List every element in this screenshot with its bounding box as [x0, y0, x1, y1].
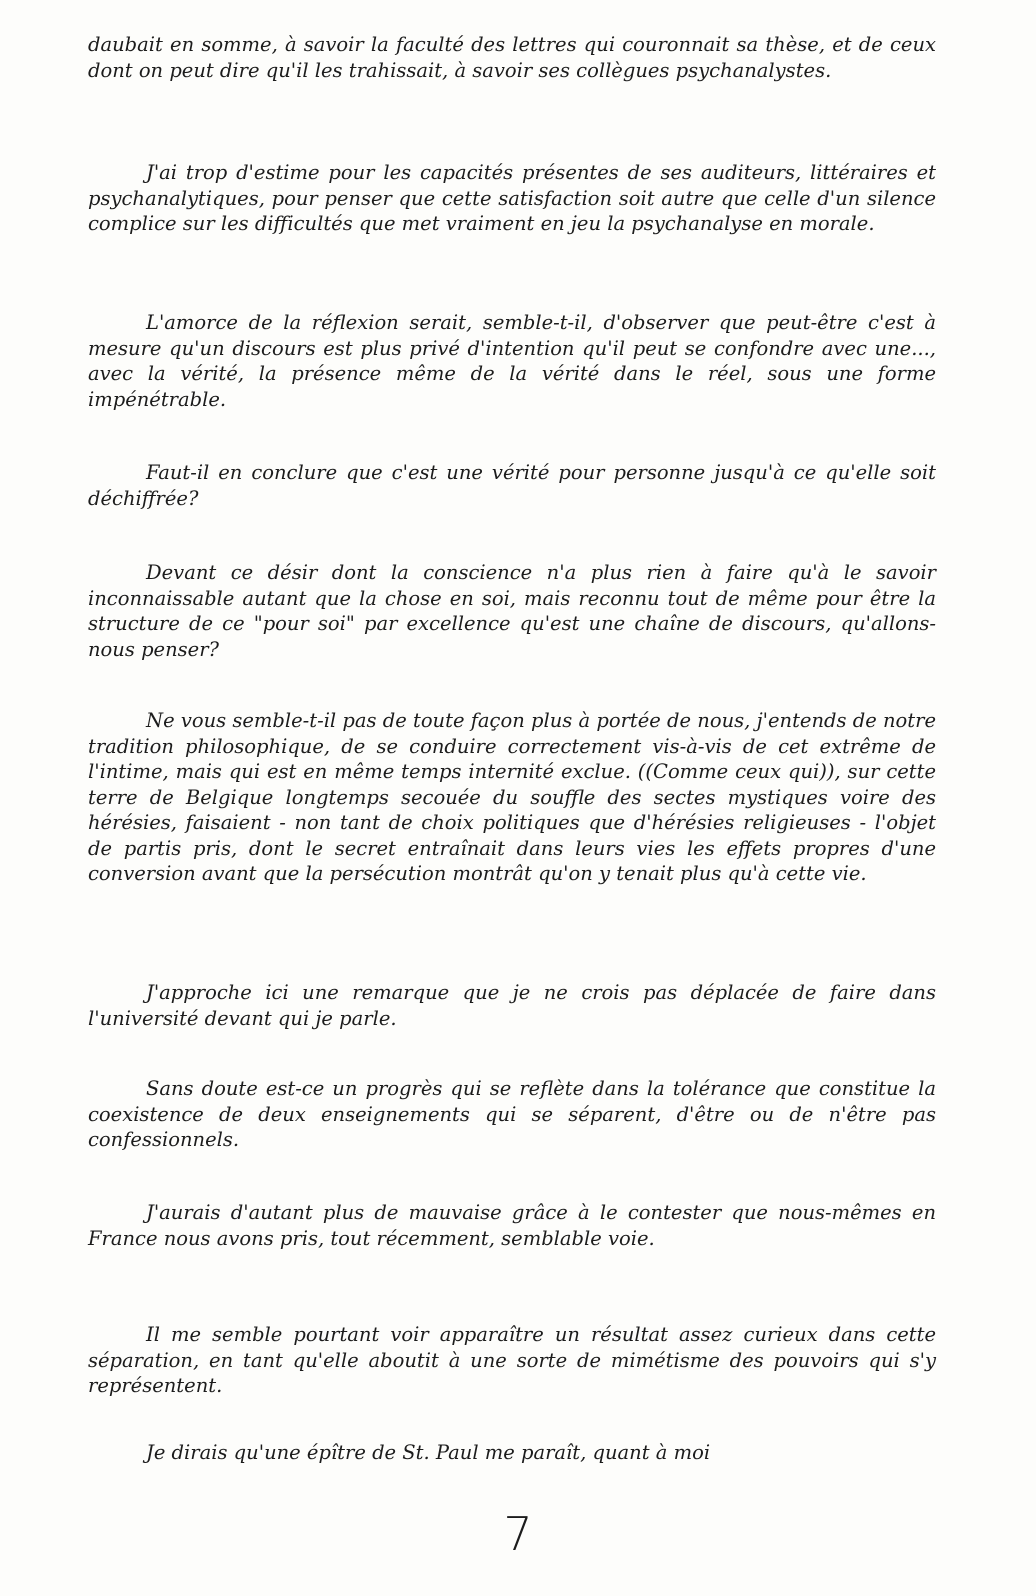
paragraph-9-block — [88, 1200, 936, 1251]
paragraph-8-block — [88, 1076, 936, 1153]
paragraph-7-block — [88, 980, 936, 1031]
paragraph-11-block — [88, 1440, 936, 1466]
paragraph-1-block — [88, 32, 936, 83]
paragraph-10-block — [88, 1322, 936, 1399]
paragraph: Sans doute est-ce un progrès qui se reflète dans la tolérance que constitue la coexistence de deux enseignements qui se séparent, d'être ou de n'être pas confessionnels. — [88, 1077, 936, 1151]
paragraph: Devant ce désir dont la conscience n'a plus rien à faire qu'à le savoir inconnaissable autant que la chose en soi, mais reconnu tout de même pour être la structure de ce "pour soi" par excellence qu'est une chaîne de discours, qu'allons-nous penser? — [88, 561, 936, 661]
paragraph-3-block — [88, 310, 936, 412]
paragraph: J'aurais d'autant plus de mauvaise grâce à le contester que nous-mêmes en France nous avons pris, tout récemment, semblable voie. — [88, 1201, 936, 1250]
paragraph: L'amorce de la réflexion serait, semble-t-il, d'observer que peut-être c'est à mesure qu'un discours est plus privé d'intention qu'il peut se confondre avec une..., avec la vérité, la présence même de la vérité dans le réel, sous une forme impénétrable. — [88, 311, 936, 411]
paragraph: Je dirais qu'une épître de St. Paul me paraît, quant à moi — [146, 1441, 711, 1464]
page-number: 7 — [503, 1507, 533, 1561]
paragraph: daubait en somme, à savoir la faculté des lettres qui couronnait sa thèse, et de ceux dont on peut dire qu'il les trahissait, à savoir ses collègues psychanalystes. — [88, 33, 936, 82]
paragraph: Faut-il en conclure que c'est une vérité pour personne jusqu'à ce qu'elle soit déchiffrée? — [88, 461, 936, 510]
paragraph: Ne vous semble-t-il pas de toute façon plus à portée de nous, j'entends de notre tradition philosophique, de se conduire correctement vis-à-vis de cet extrême de l'intime, mais qui est en même temps internité exclue. ((Comme ceux qui)), sur cette terre de Belgique longtemps secouée du souffle des sectes mystiques voire des hérésies, faisaient - non tant de choix politiques que d'hérésies religieuses - l'objet de partis pris, dont le secret entraînait dans leurs vies les effets propres d'une conversion avant que la persécution montrât qu'on y tenait plus qu'à cette vie. — [88, 709, 936, 885]
paragraph: J'approche ici une remarque que je ne crois pas déplacée de faire dans l'université devant qui je parle. — [88, 981, 936, 1030]
paragraph-6-block — [88, 708, 936, 887]
paragraph-2-block — [88, 160, 936, 237]
paragraph: Il me semble pourtant voir apparaître un résultat assez curieux dans cette séparation, en tant qu'elle aboutit à une sorte de mimétisme des pouvoirs qui s'y représentent. — [88, 1323, 936, 1397]
paragraph-5-block — [88, 560, 936, 662]
paragraph: J'ai trop d'estime pour les capacités présentes de ses auditeurs, littéraires et psychanalytiques, pour penser que cette satisfaction soit autre que celle d'un silence complice sur les difficultés que met vraiment en jeu la psychanalyse en morale. — [88, 161, 936, 235]
paragraph-4-block — [88, 460, 936, 511]
